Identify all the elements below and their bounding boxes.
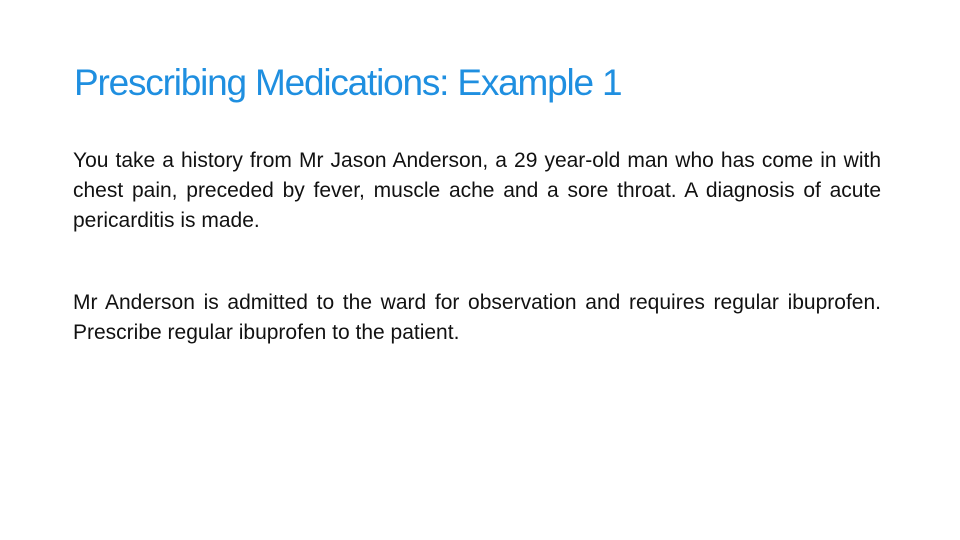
slide-body — [73, 146, 881, 348]
case-history-paragraph: You take a history from Mr Jason Anderson, a 29 year-old man who has come in with chest pain, preceded by fever, muscle ache and a sore throat. A diagnosis of acute pericarditis is made. — [73, 149, 881, 232]
slide-title: Prescribing Medications: Example 1 — [74, 62, 622, 103]
prescription-task-paragraph: Mr Anderson is admitted to the ward for observation and requires regular ibuprofen. Prescribe regular ibuprofen to the patient. — [73, 291, 881, 344]
